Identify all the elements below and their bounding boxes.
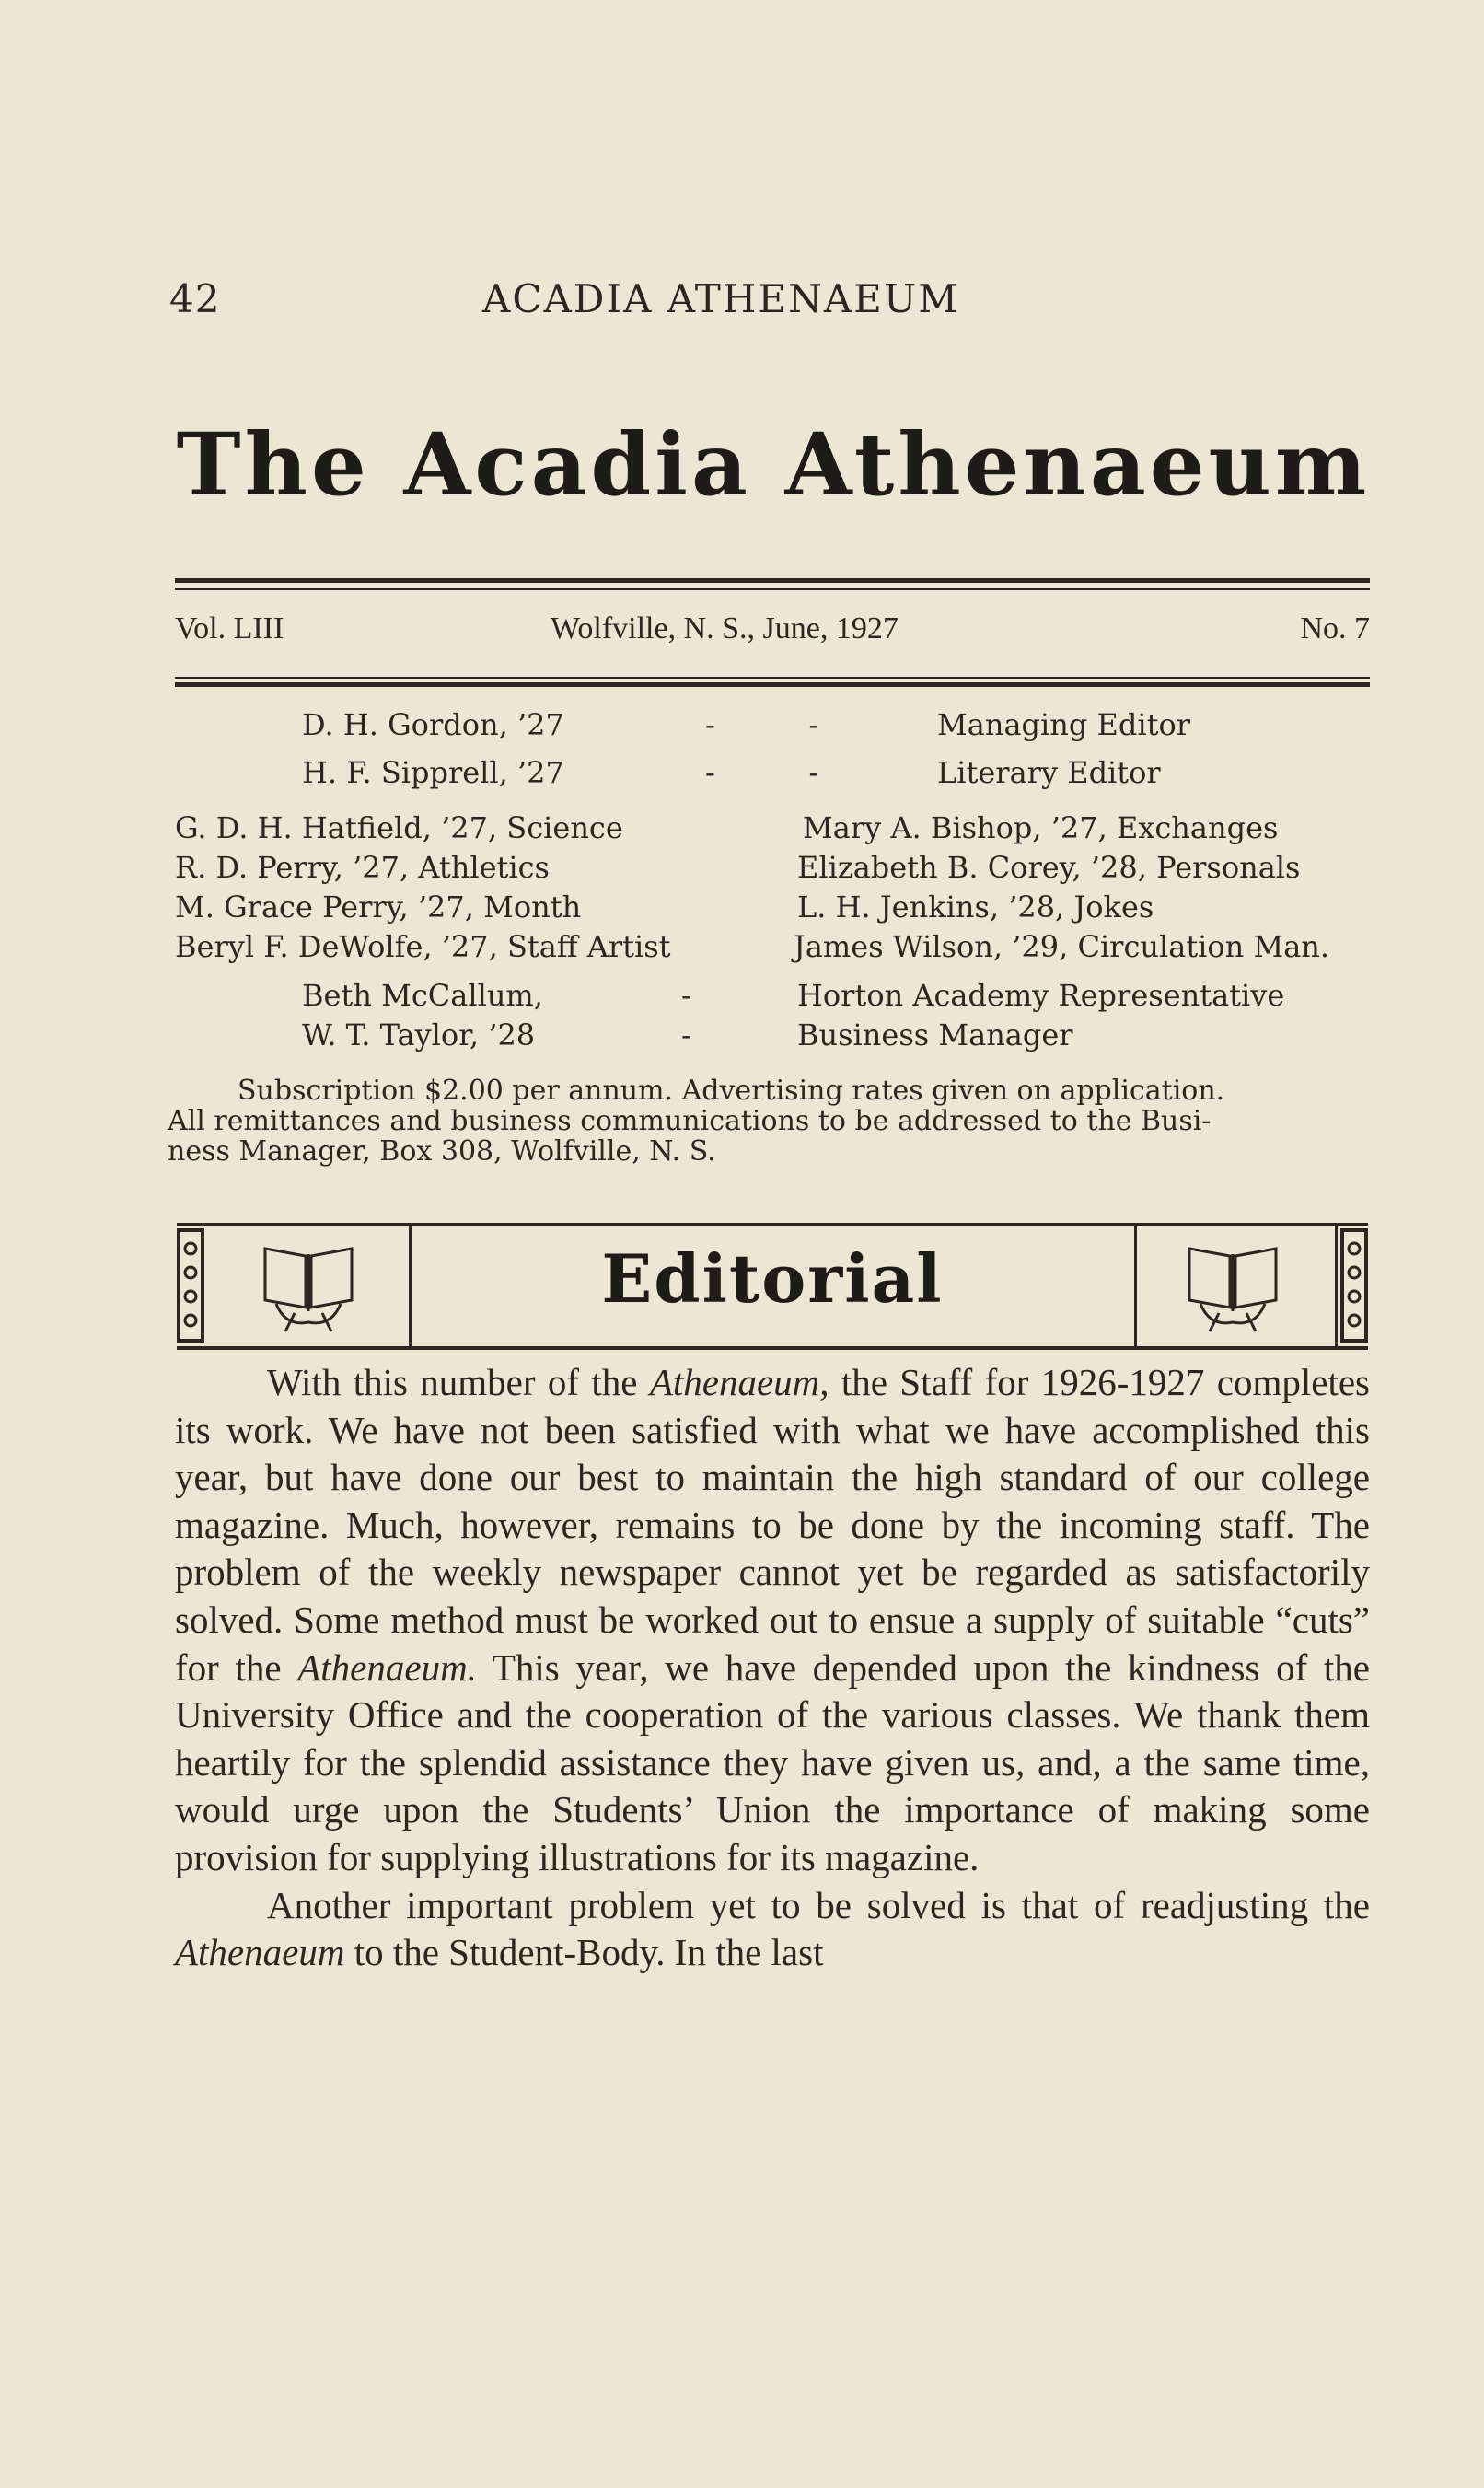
staff-role: Literary Editor [937, 755, 1161, 790]
staff-dashes: - - [705, 755, 819, 790]
running-head [169, 276, 1366, 331]
ornament-border-icon [177, 1228, 204, 1343]
place-date: Wolfville, N. S., June, 1927 [551, 611, 899, 645]
ornament-border-icon [1340, 1228, 1368, 1343]
page-number: 42 [169, 276, 221, 321]
staff-name: H. F. Sipprell, ’27 [302, 755, 564, 790]
staff-name: D. H. Gordon, ’27 [302, 707, 564, 742]
banner-divider [1335, 1223, 1338, 1350]
banner-rule-top [177, 1223, 1368, 1226]
masthead-title: The Acadia Athenaeum [176, 414, 1371, 516]
issue-number: No. 7 [1300, 611, 1370, 645]
staff-role: Business Manager [797, 1017, 1073, 1052]
staff-right-item: Mary A. Bishop, ’27, Exchanges [803, 810, 1279, 845]
volume-label: Vol. LIII [175, 611, 284, 645]
staff-dashes: - - [705, 707, 819, 742]
staff-right-item: L. H. Jenkins, ’28, Jokes [797, 889, 1154, 924]
banner-rule-bottom [177, 1346, 1368, 1350]
staff-left-item: R. D. Perry, ’27, Athletics [175, 850, 550, 885]
subscription-notice [168, 1075, 1374, 1167]
staff-left-item: G. D. H. Hatfield, ’27, Science [175, 810, 623, 845]
open-book-icon [1182, 1239, 1283, 1335]
running-title: ACADIA ATHENAEUM [482, 276, 960, 321]
staff-dash: - [681, 978, 691, 1013]
issue-line [175, 611, 1370, 657]
staff-dash: - [681, 1017, 691, 1052]
editorial-banner [177, 1223, 1368, 1350]
banner-divider [1134, 1223, 1137, 1350]
text-run: to the Student-Body. In the last [344, 1931, 824, 1974]
banner-divider [409, 1223, 412, 1350]
paragraph [175, 1359, 1370, 1882]
subscription-line: Subscription $2.00 per annum. Advertising rates given on application. [238, 1075, 1225, 1107]
subscription-line: ness Manager, Box 308, Wolfville, N. S. [168, 1135, 716, 1168]
text-run: Another important problem yet to be solved is that of readjusting the [267, 1883, 1370, 1926]
masthead-rule-thin [175, 588, 1370, 590]
text-run: With this number of the [267, 1361, 650, 1403]
italic-title: Athenaeum [175, 1931, 345, 1974]
staff-role: Horton Academy Representative [797, 978, 1285, 1013]
text-run: the Staff for 1926-1927 completes its work. We have not been satisfied with what we have accomplished this year, but have done our best to maintain the high standard of our college magazine. Much, however, remains to be done by the incoming staff. The problem of the weekly newspaper cannot yet be regarded as satisfactorily solved. Some method must be worked out to ensue a supply of suitable “cuts” for the [175, 1361, 1370, 1689]
masthead-rule-thick [175, 578, 1370, 583]
text-run: This year, we have depended upon the kindness of the University Office and the cooperation of the various classes. We thank them heartily for the splendid assistance they have given us, and, a the same time, would urge upon the Students’ Union the importance of making some provision for supplying illustrations for its magazine. [175, 1645, 1370, 1878]
staff-right-item: Elizabeth B. Corey, ’28, Personals [797, 850, 1301, 885]
staff-name: W. T. Taylor, ’28 [302, 1017, 536, 1052]
staff-name: Beth McCallum, [302, 978, 543, 1013]
staff-role: Managing Editor [937, 707, 1191, 742]
issue-rule-thin [175, 677, 1370, 679]
open-book-icon [258, 1239, 359, 1335]
editorial-body [175, 1359, 1370, 1977]
issue-rule-thick [175, 682, 1370, 687]
subscription-line: All remittances and business communications to be addressed to the Busi- [168, 1105, 1212, 1137]
italic-title: Athenaeum. [297, 1645, 477, 1689]
staff-left-item: Beryl F. DeWolfe, ’27, Staff Artist [175, 929, 671, 964]
paragraph [175, 1882, 1370, 1977]
section-title: Editorial [601, 1239, 944, 1318]
staff-left-item: M. Grace Perry, ’27, Month [175, 889, 582, 924]
italic-title: Athenaeum, [649, 1361, 829, 1403]
staff-right-item: James Wilson, ’29, Circulation Man. [794, 929, 1330, 964]
